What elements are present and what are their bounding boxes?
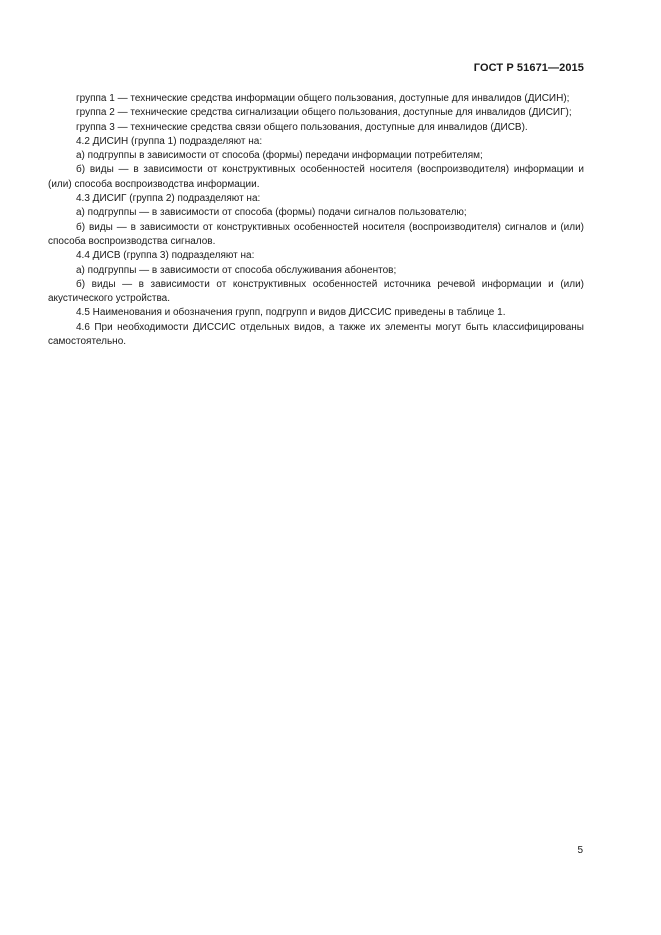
paragraph-4-2-a: а) подгруппы в зависимости от способа (формы) передачи информации потребителям; bbox=[76, 150, 483, 162]
paragraph-4-5: 4.5 Наименования и обозначения групп, подгрупп и видов ДИССИС приведены в таблице 1. bbox=[76, 307, 506, 319]
paragraph-4-6: 4.6 При необходимости ДИССИС отдельных видов, а также их элементы могут быть классифицированы самостоятельно. bbox=[48, 321, 584, 348]
paragraph-4-2: 4.2 ДИСИН (группа 1) подразделяют на: bbox=[76, 135, 263, 147]
paragraph-4-3: 4.3 ДИСИГ (группа 2) подразделяют на: bbox=[76, 193, 261, 205]
paragraph-group-2: группа 2 — технические средства сигнализации общего пользования, доступные для инвалидов (ДИСИГ); bbox=[76, 107, 572, 119]
paragraph-4-4-b: б) виды — в зависимости от конструктивных особенностей источника речевой информации и (или) акустического устройства. bbox=[48, 278, 584, 305]
paragraph-4-2-b: б) виды — в зависимости от конструктивных особенностей носителя (воспроизводителя) информации и (или) способа воспроизводства информации. bbox=[48, 164, 584, 190]
paragraph-4-4: 4.4 ДИСВ (группа 3) подразделяют на: bbox=[76, 250, 255, 262]
paragraph-group-3: группа 3 — технические средства связи общего пользования, доступные для инвалидов (ДИСВ). bbox=[76, 121, 528, 133]
document-header-code: ГОСТ Р 51671—2015 bbox=[473, 62, 584, 74]
paragraph-4-4-a: а) подгруппы — в зависимости от способа обслуживания абонентов; bbox=[76, 264, 397, 276]
page-number: 5 bbox=[577, 845, 583, 856]
document-body bbox=[48, 92, 584, 349]
paragraph-4-3-b: б) виды — в зависимости от конструктивных особенностей носителя (воспроизводителя) сигналов и (или) способа воспроизводства сигналов. bbox=[48, 221, 584, 247]
paragraph-4-3-a: а) подгруппы — в зависимости от способа (формы) подачи сигналов пользователю; bbox=[76, 207, 467, 219]
paragraph-group-1: группа 1 — технические средства информации общего пользования, доступные для инвалидов (ДИСИН); bbox=[76, 93, 570, 104]
